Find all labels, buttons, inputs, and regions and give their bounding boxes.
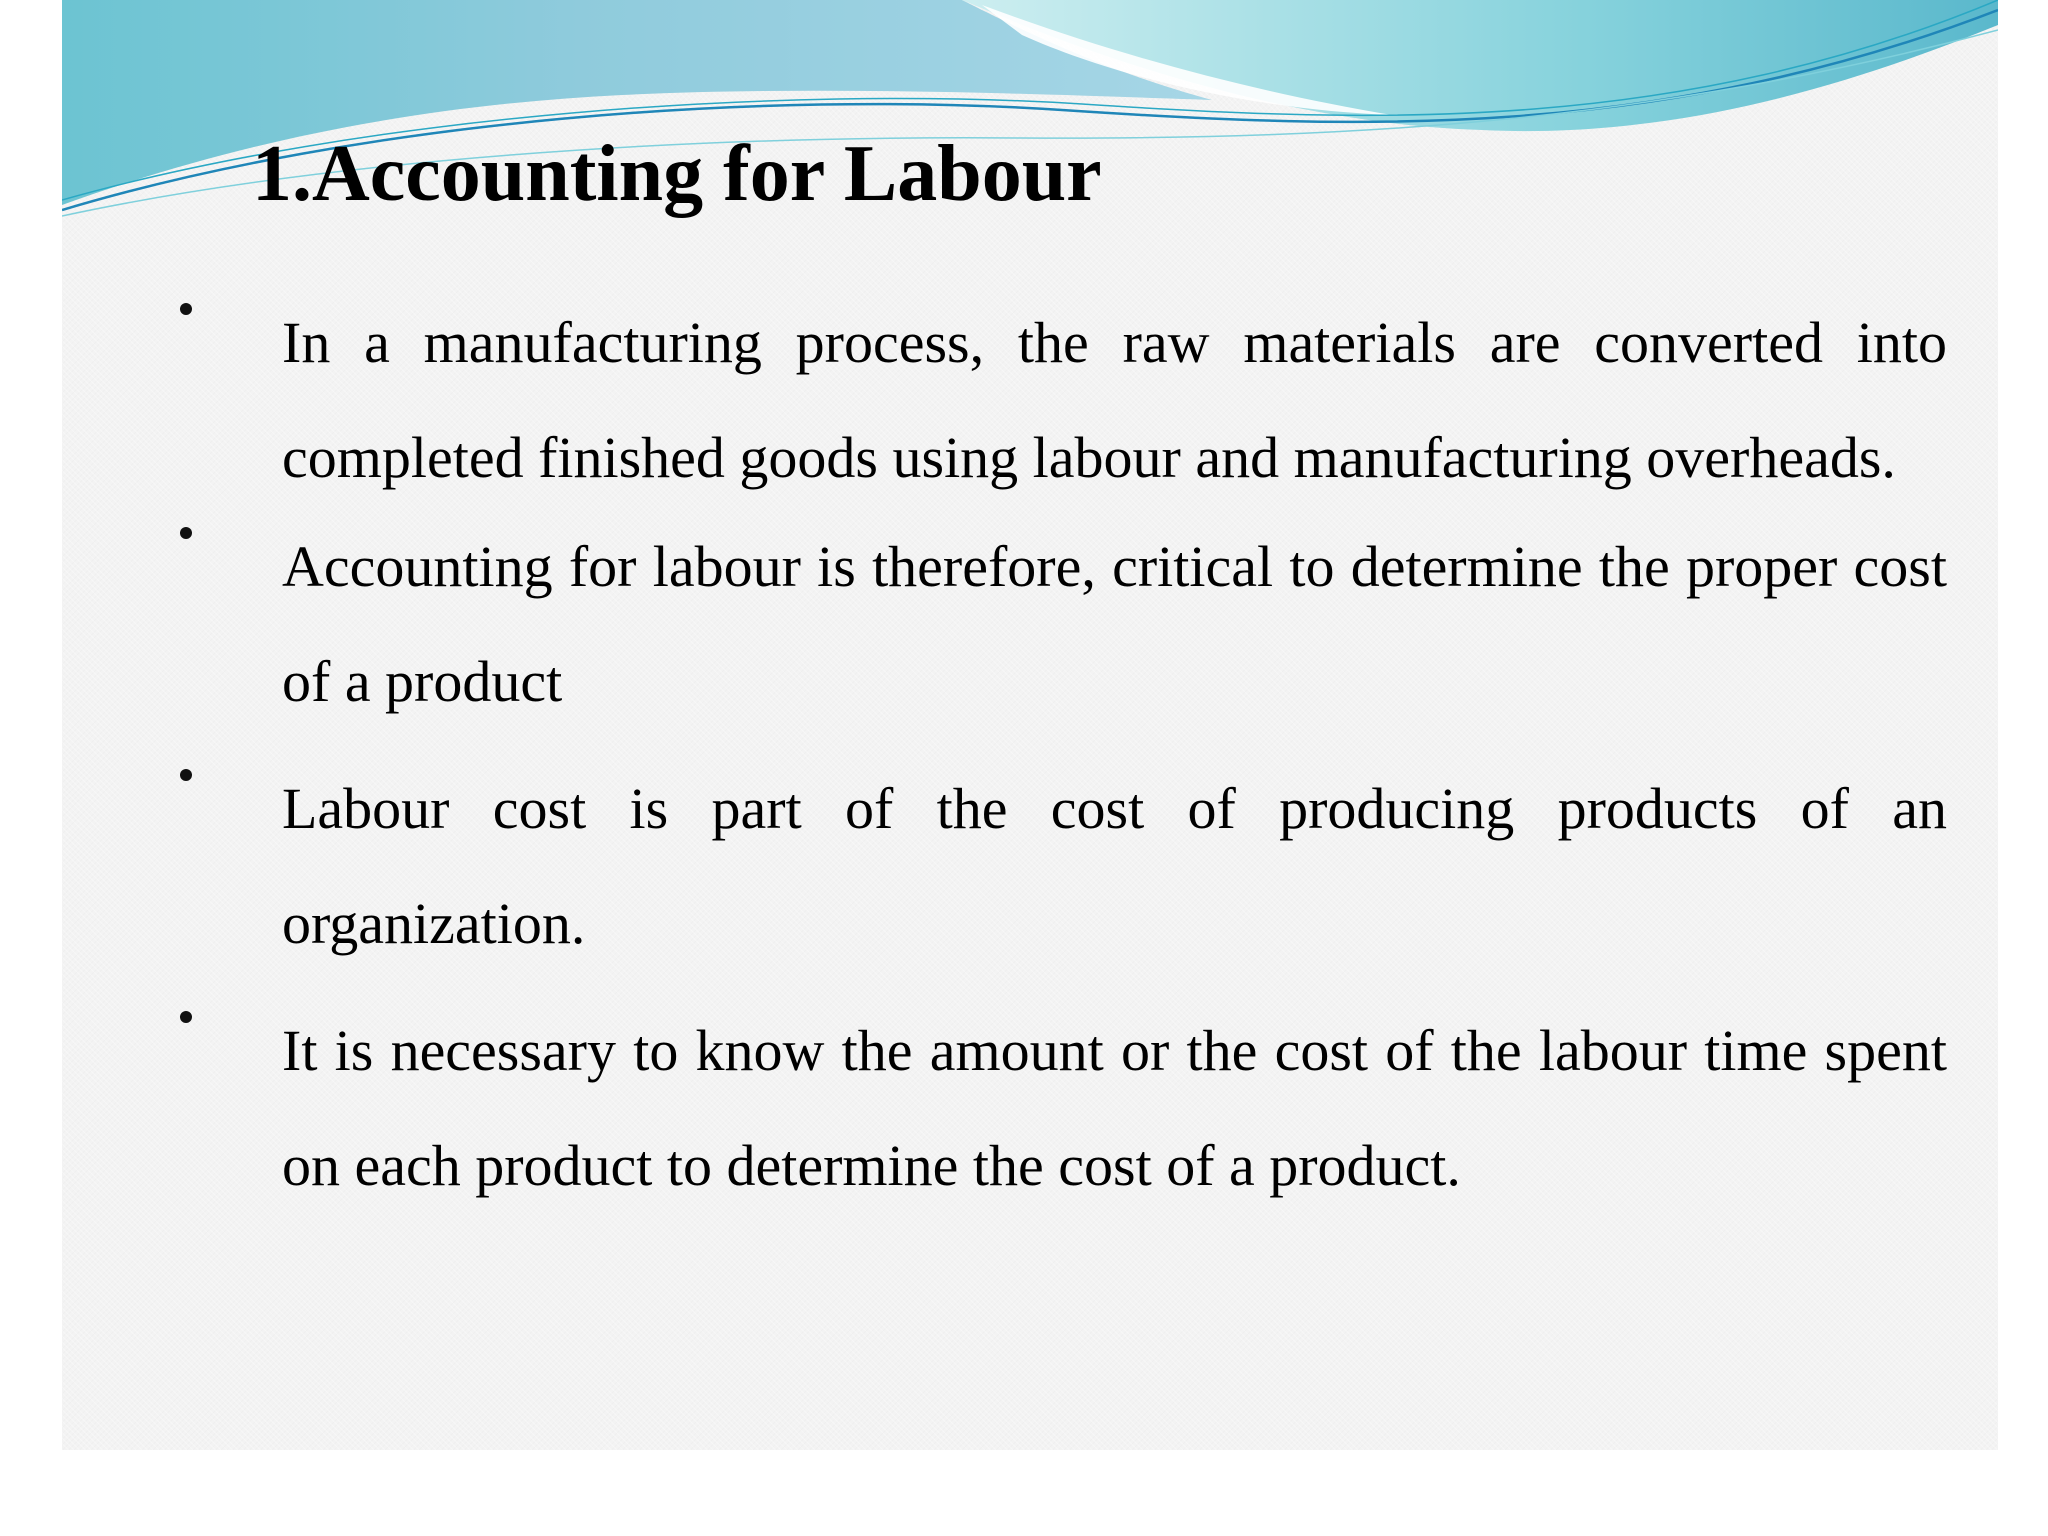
bullet-dot-icon [180,769,192,781]
bullet-text: It is necessary to know the amount or the cost of the labour time spent on each product to determine the cost of a product. [282,1018,1947,1198]
bullet-dot-icon [180,527,192,539]
bullet-item [62,285,1998,515]
slide [62,0,1998,1450]
bullet-list [62,285,1998,1223]
slide-title: 1.Accounting for Labour [252,130,1102,218]
bullet-dot-icon [180,303,192,315]
bullet-text: Accounting for labour is therefore, critical to determine the proper cost of a product [282,534,1947,714]
bullet-text: In a manufacturing process, the raw materials are converted into completed finished goods using labour and manufacturing overheads. [282,310,1947,490]
bullet-text: Labour cost is part of the cost of producing products of an organization. [282,776,1947,956]
bullet-dot-icon [180,1011,192,1023]
bullet-item [62,993,1998,1223]
bullet-item [62,751,1998,981]
bullet-item [62,509,1998,739]
